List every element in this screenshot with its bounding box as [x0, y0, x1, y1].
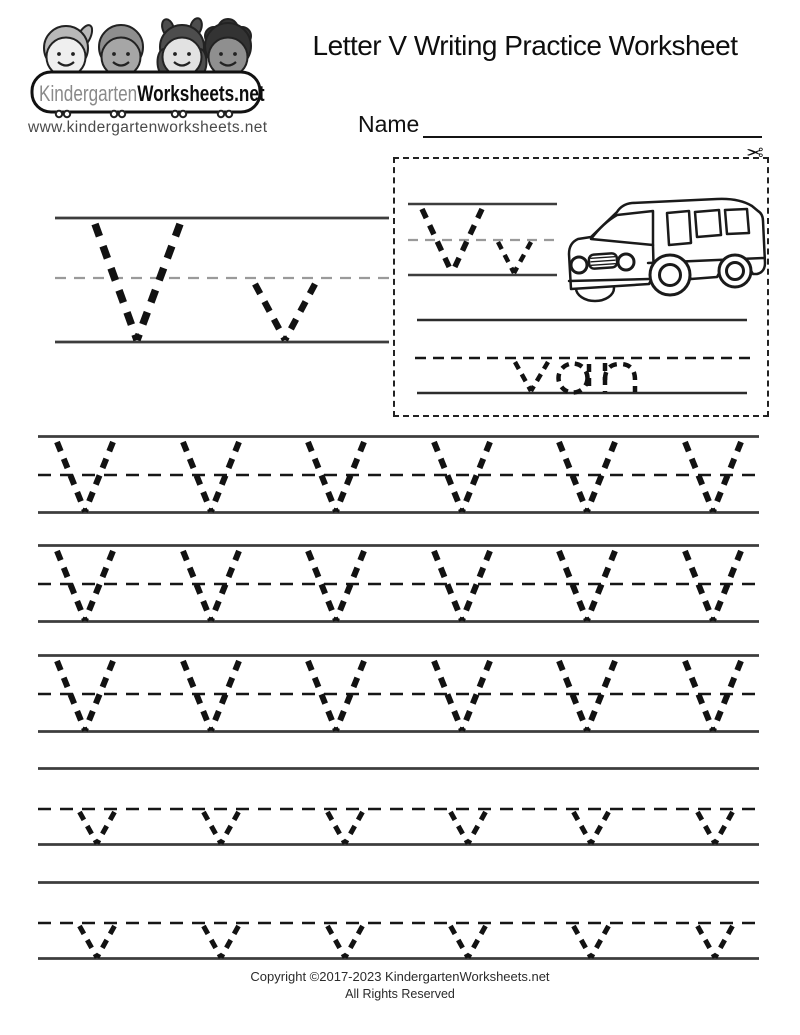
traced-letter-v [698, 812, 733, 844]
footer [0, 969, 800, 1001]
practice-row-3 [38, 653, 762, 737]
traced-letter-V [559, 442, 615, 512]
traced-letter-v [574, 926, 609, 958]
traced-letter-V-uppercase-large [95, 224, 180, 340]
traced-letter-V [685, 551, 741, 621]
traced-letter-V [685, 442, 741, 512]
traced-letter-V [559, 661, 615, 731]
rights-text: All Rights Reserved [345, 987, 455, 1001]
name-writing-line [423, 108, 762, 138]
traced-letter-v [80, 926, 115, 958]
traced-letter-v [698, 926, 733, 958]
example-letter-guidelines [408, 204, 557, 275]
practice-row-2 [38, 543, 762, 627]
example-cutout-box [393, 157, 769, 417]
traced-letter-v [328, 926, 363, 958]
traced-letter-v-lowercase [498, 242, 531, 273]
traced-letter-v-lowercase-large [255, 284, 315, 340]
logo-text-bold: Worksheets.net [137, 82, 265, 107]
traced-letter-V [57, 551, 113, 621]
practice-row-5 [38, 880, 762, 964]
logo-text-regular: Kindergarten [39, 82, 138, 107]
traced-letter-V [57, 442, 113, 512]
traced-letter-v [451, 926, 486, 958]
example-box-content [395, 159, 767, 415]
site-url: www.kindergartenworksheets.net [28, 119, 268, 136]
site-logo [26, 12, 266, 122]
traced-letter-V [434, 442, 490, 512]
traced-word-van [515, 362, 635, 393]
logo-text [39, 82, 265, 107]
traced-letter-V [559, 551, 615, 621]
logo-banner [32, 72, 265, 117]
practice-row-1 [38, 434, 762, 518]
scissors-icon: ✂ [746, 142, 764, 165]
traced-letter-V [183, 442, 239, 512]
practice-row-lines [38, 543, 762, 627]
practice-row-4 [38, 766, 762, 850]
practice-row-lines [38, 880, 762, 964]
kid-girl-pigtails-illustration [158, 17, 207, 77]
traced-letter-v [328, 812, 363, 844]
traced-letter-V [57, 661, 113, 731]
traced-letter-v [451, 812, 486, 844]
kid-girl-ponytail-illustration [44, 23, 95, 77]
traced-letter-v [80, 812, 115, 844]
practice-row-lines [38, 766, 762, 850]
copyright-text: Copyright ©2017-2023 KindergartenWorksheets.net [250, 969, 550, 984]
traced-letter-V [685, 661, 741, 731]
traced-letter-V [308, 551, 364, 621]
large-practice-letters [38, 205, 390, 350]
traced-letter-V [183, 661, 239, 731]
traced-letter-V [308, 661, 364, 731]
example-word-guidelines [415, 320, 751, 393]
traced-letter-v [204, 812, 239, 844]
van-illustration [569, 199, 765, 301]
kid-boy-curly-illustration [205, 19, 251, 77]
traced-letter-V [434, 661, 490, 731]
traced-letter-v [574, 812, 609, 844]
practice-row-lines [38, 653, 762, 737]
name-field [358, 104, 762, 138]
van-grille [589, 253, 618, 269]
traced-letter-V [434, 551, 490, 621]
traced-letter-V [308, 442, 364, 512]
name-label: Name [358, 111, 420, 137]
practice-row-lines [38, 434, 762, 518]
kid-boy-illustration [99, 25, 143, 77]
page-title: Letter V Writing Practice Worksheet [312, 30, 738, 61]
traced-letter-V [183, 551, 239, 621]
traced-letter-v [204, 926, 239, 958]
